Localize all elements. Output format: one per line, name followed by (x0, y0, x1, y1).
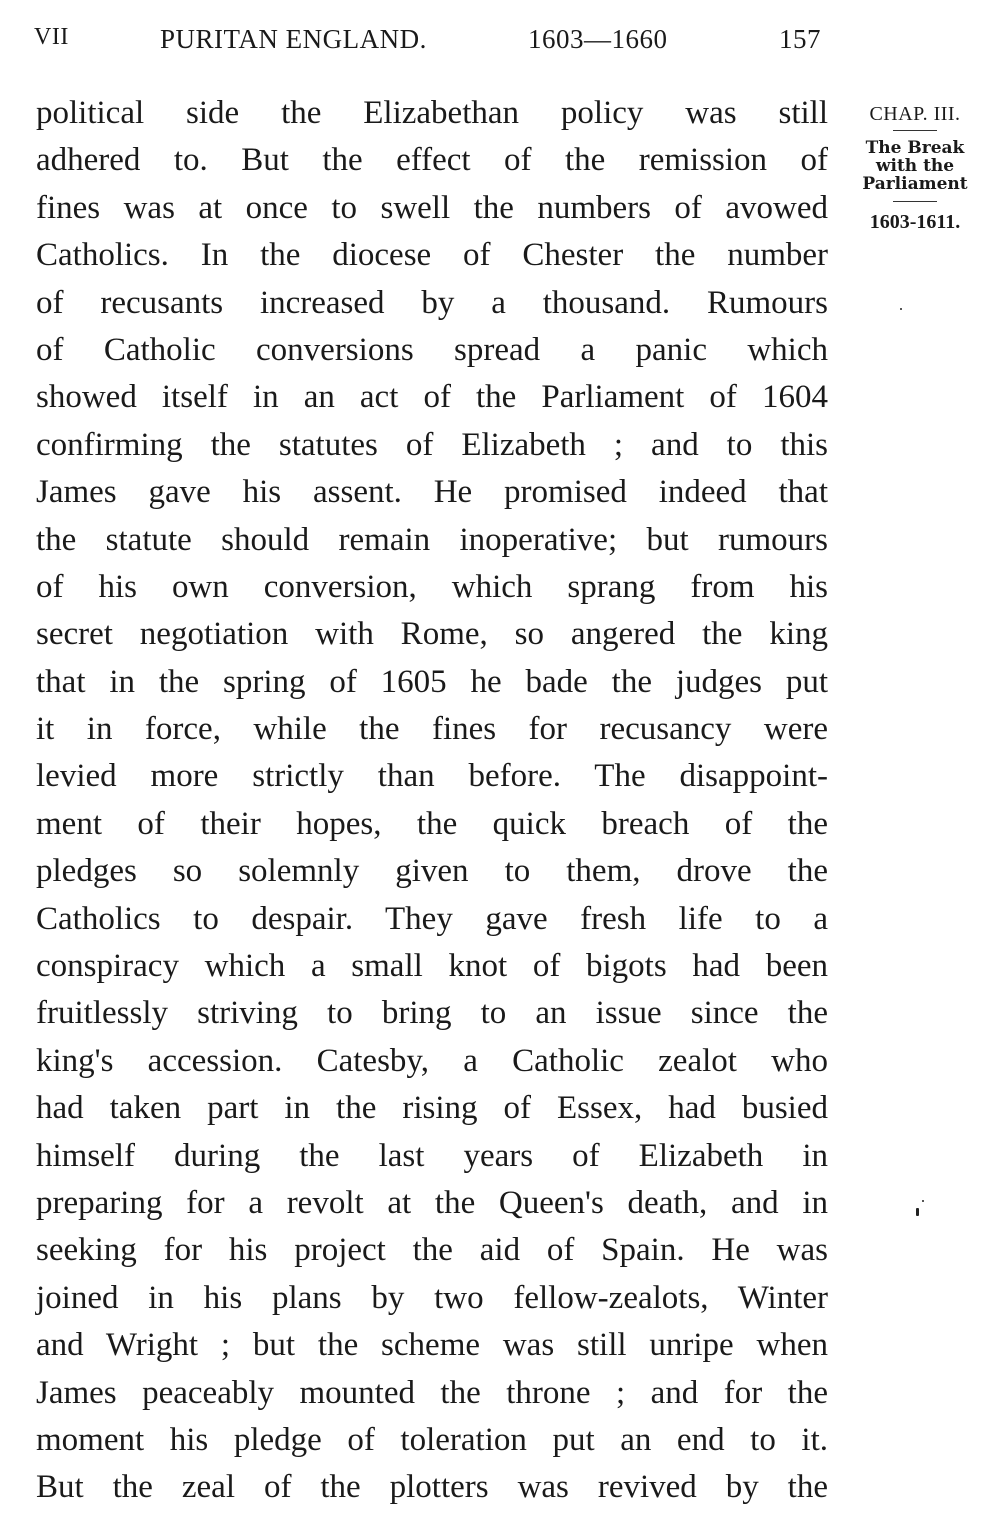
text-line: political side the Elizabethan policy was still (36, 95, 828, 131)
margin-heading-line: The Break (865, 138, 965, 158)
text-line: moment his pledge of toleration put an end to it. (36, 1421, 828, 1458)
running-head-dates: 1603—1660 (528, 24, 668, 54)
text-line: seeking for his project the aid of Spain. He was (36, 1232, 828, 1269)
text-line: preparing for a revolt at the Queen's death, and in (36, 1184, 828, 1221)
text-line: of Catholic conversions spread a panic which (36, 331, 828, 368)
text-line: joined in his plans by two fellow-zealots, Winter (36, 1279, 828, 1316)
margin-rule (893, 130, 937, 131)
text-line: of his own conversion, which sprang from his (36, 568, 828, 605)
margin-rule (893, 201, 937, 202)
text-line: showed itself in an act of the Parliament of 1604 (36, 379, 828, 416)
text-line: conspiracy which a small knot of bigots had been (36, 948, 828, 985)
margin-chapter-label: CHAP. III. (869, 103, 961, 125)
text-line: confirming the statutes of Elizabeth ; and to this (36, 426, 828, 463)
text-line: that in the spring of 1605 he bade the judges put (36, 663, 828, 700)
text-line: James peaceably mounted the throne ; and for the (36, 1374, 828, 1411)
print-speck (922, 1200, 924, 1202)
margin-heading-line: Parliament (862, 174, 968, 194)
text-line: the statute should remain inoperative; but rumours (36, 521, 828, 558)
margin-heading-line: with the (875, 156, 955, 176)
margin-dates: 1603-1611. (869, 211, 961, 233)
body-text (36, 90, 828, 1512)
text-line: of recusants increased by a thousand. Rumours (36, 284, 828, 321)
text-line: adhered to. But the effect of the remission of (36, 142, 828, 179)
text-line: himself during the last years of Elizabeth in (36, 1137, 828, 1174)
text-line: had taken part in the rising of Essex, had busied (36, 1090, 828, 1127)
text-line: Catholics. In the diocese of Chester the number (36, 237, 828, 274)
text-line: fruitlessly striving to bring to an issue since the (36, 995, 828, 1032)
text-line: James gave his assent. He promised indeed that (36, 474, 828, 511)
text-line: Catholics to despair. They gave fresh life to a (36, 900, 828, 937)
text-line: king's accession. Catesby, a Catholic zealot who (36, 1042, 828, 1079)
print-speck (900, 308, 902, 310)
text-line: and Wright ; but the scheme was still unripe when (36, 1327, 828, 1364)
text-line: ment of their hopes, the quick breach of the (36, 805, 828, 842)
text-line: fines was at once to swell the numbers of avowed (36, 189, 828, 226)
page-number: 157 (779, 24, 821, 54)
text-line: levied more strictly than before. The disappoint- (36, 758, 828, 795)
running-head-chapter: VII (34, 24, 69, 50)
text-line: secret negotiation with Rome, so angered the king (36, 616, 828, 653)
margin-note (840, 100, 990, 234)
text-line: it in force, while the fines for recusancy were (36, 711, 828, 748)
running-head-title: PURITAN ENGLAND. (160, 24, 427, 54)
running-head (34, 24, 824, 60)
print-speck (916, 1208, 919, 1216)
text-line: pledges so solemnly given to them, drove the (36, 853, 828, 890)
text-line: But the zeal of the plotters was revived by the (36, 1469, 828, 1506)
